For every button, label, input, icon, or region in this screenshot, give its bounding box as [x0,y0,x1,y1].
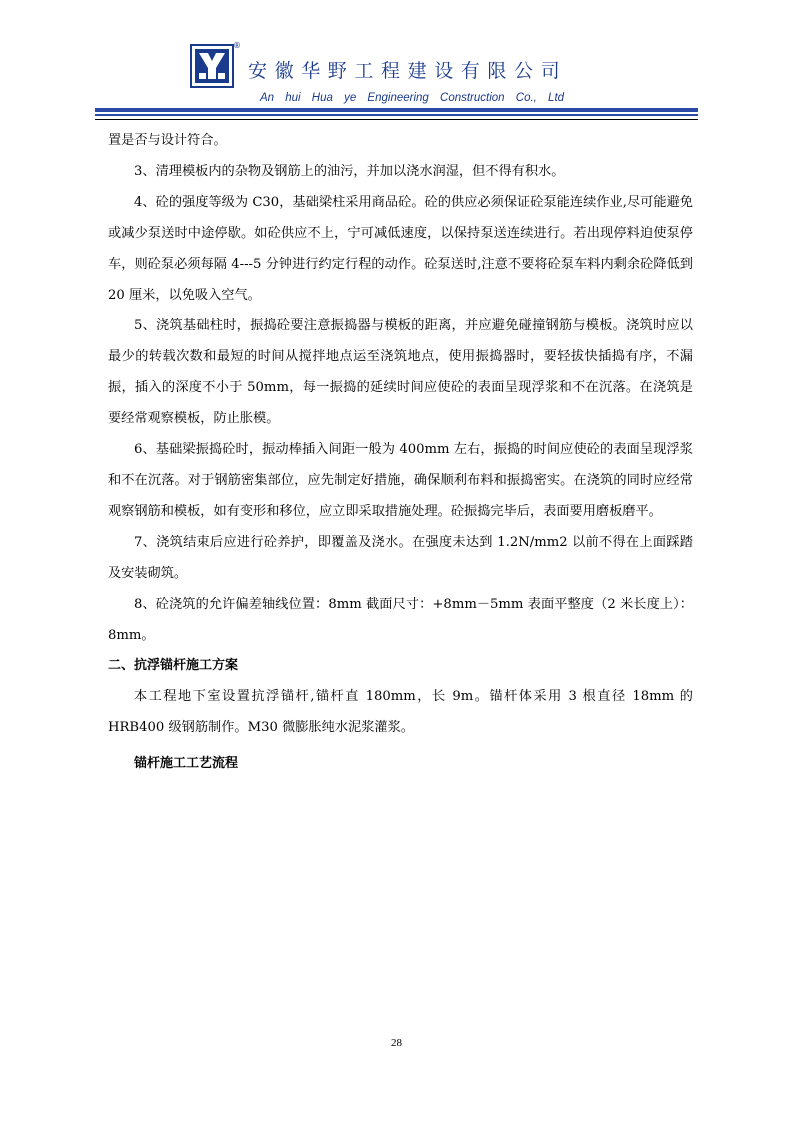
company-logo-icon [190,44,234,88]
paragraph-item-5: 5、浇筑基础柱时，振捣砼要注意振捣器与模板的距离，并应避免碰撞钢筋与模板。浇筑时应以最少的转载次数和最短的时间从搅拌地点运至浇筑地点，使用振捣器时，要轻拔快插捣有序，不漏振，插入的深度不小于 50mm，每一振捣的延续时间应使砼的表面呈现浮浆和不在沉落。在浇筑是要经常观察模板，防止胀模。 [108,318,693,427]
header-rule-thin [95,114,698,116]
header-rule-black [95,119,698,120]
company-name-chinese: 安徽华野工程建设有限公司 [248,60,568,82]
company-name-english: An hui Hua ye Engineering Construction Co., Ltd [260,92,565,104]
document-body [108,126,693,780]
page-number: 28 [391,1037,402,1049]
paragraph-continued: 置是否与设计符合。 [108,133,227,148]
paragraph-item-3: 3、清理模板内的杂物及钢筋上的油污，并加以浇水润湿，但不得有积水。 [134,163,565,179]
page-header [0,0,793,125]
header-rule-thick [95,108,698,112]
paragraph-item-7: 7、浇筑结束后应进行砼养护，即覆盖及浇水。在强度未达到 1.2N/mm2 以前不得在上面踩踏及安装砌筑。 [108,534,693,581]
paragraph-item-8: 8、砼浇筑的允许偏差轴线位置：8mm 截面尺寸：+8mm－5mm 表面平整度（2 米长度上）：8mm。 [108,596,693,643]
section-heading: 二、抗浮锚杆施工方案 [108,658,239,674]
paragraph-item-4: 4、砼的强度等级为 C30，基础梁柱采用商品砼。砼的供应必须保证砼泵能连续作业,尽可能避免或减少泵送时中途停歇。如砼供应不上，宁可减低速度，以保持泵送连续进行。若出现停料迫使泵停车，则砼泵必须每隔 4---5 分钟进行约定行程的动作。砼泵送时,注意不要将砼泵车料内剩余砼降低到 20 厘米，以免吸入空气。 [108,194,693,303]
paragraph-item-6: 6、基础梁振捣砼时，振动棒插入间距一般为 400mm 左右，振捣的时间应使砼的表面呈现浮浆和不在沉落。对于钢筋密集部位，应先制定好措施，确保顺利布料和振捣密实。在浇筑的同时应经常观察钢筋和模板，如有变形和移位，应立即采取措施处理。砼振捣完毕后，表面要用磨板磨平。 [108,442,693,519]
registered-mark: ® [233,41,241,50]
section-paragraph: 本工程地下室设置抗浮锚杆,锚杆直 180mm，长 9m。锚杆体采用 3 根直径 18mm 的 HRB400 级钢筋制作。M30 微膨胀纯水泥浆灌浆。 [108,689,693,736]
subsection-heading: 锚杆施工工艺流程 [134,756,239,772]
